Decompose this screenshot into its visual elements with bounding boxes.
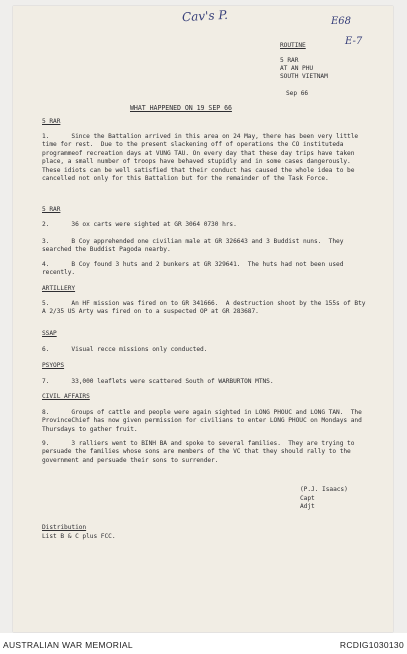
location-line-2: SOUTH VIETNAM — [280, 73, 328, 80]
unit-label: 5 RAR — [280, 57, 299, 64]
paragraph: 3. B Coy apprehended one civilian male at GR 326643 and 3 Buddist nuns. They searched the Buddist Pagoda nearby. — [42, 238, 348, 254]
archive-id: RCDIG1030130 — [339, 640, 404, 650]
section-heading: CIVIL AFFAIRS — [42, 393, 90, 400]
distribution-heading: Distribution — [42, 524, 87, 531]
document-date: Sep 66 — [286, 90, 309, 97]
paragraph: 7. 33,000 leaflets were scattered South of WARBURTON MTNS. — [42, 378, 274, 385]
document-title: WHAT HAPPENED ON 19 SEP 66 — [130, 104, 232, 112]
signature-name: (P.J. Isaacs) — [300, 486, 348, 493]
signature-rank: Capt — [300, 495, 315, 502]
location-line-1: AT AN PHU — [280, 65, 314, 72]
signature-role: Adjt — [300, 503, 315, 510]
distribution-list: List B & C plus FCC. — [42, 533, 116, 540]
routine-label: ROUTINE — [280, 42, 306, 49]
paragraph: 1. Since the Battalion arrived in this area on 24 May, there has been very little time for rest. Due to the present slackening off of operations the CO instituteda programmeof recreation days at VUNG TAU. On every day that these day trips have taken place, a small number of troops have behaved stupidly and in some cases dangerously. These idiots can be well satisfied that their conduct has caused the whole idea to be cancelled not only for this Battalion but for the remainder of the Task Force. — [42, 133, 362, 183]
archive-footer — [0, 633, 407, 654]
paragraph: 4. B Coy found 3 huts and 2 bunkers at GR 329641. The huts had not been used recently. — [42, 261, 348, 277]
section-heading: SSAP — [42, 330, 57, 337]
section-heading: PSYOPS — [42, 362, 65, 369]
paragraph: 5. An HF mission was fired on to GR 341666. A destruction shoot by the 155s of Bty A 2/35 US Arty was fired on to a suspected OP at GR 283687. — [42, 300, 370, 316]
section-heading: ARTILLERY — [42, 285, 76, 292]
paragraph: 8. Groups of cattle and people were again sighted in LONG PHOUC and LONG TAN. The ProvinceChief has now given permission for civilians to enter LONG PHOUC on Mondays and Thursdays to gather fruit. — [42, 409, 366, 433]
paragraph: 9. 3 ralliers went to BINH BA and spoke to several families. They are trying to persuade the families whose sons are members of the VC that they should rally to the government and persuade their sons to surrender. — [42, 440, 359, 464]
handwritten-note: Cav's P. — [181, 7, 229, 25]
paragraph: 6. Visual recce missions only conducted. — [42, 346, 208, 353]
handwritten-ref-top: E68 — [331, 16, 352, 27]
handwritten-ref-bottom: E-7 — [345, 36, 363, 47]
archive-name: AUSTRALIAN WAR MEMORIAL — [3, 640, 133, 650]
section-heading: 5 RAR — [42, 118, 61, 125]
paragraph: 2. 36 ox carts were sighted at GR 3064 0730 hrs. — [42, 221, 237, 228]
section-heading: 5 RAR — [42, 206, 61, 213]
